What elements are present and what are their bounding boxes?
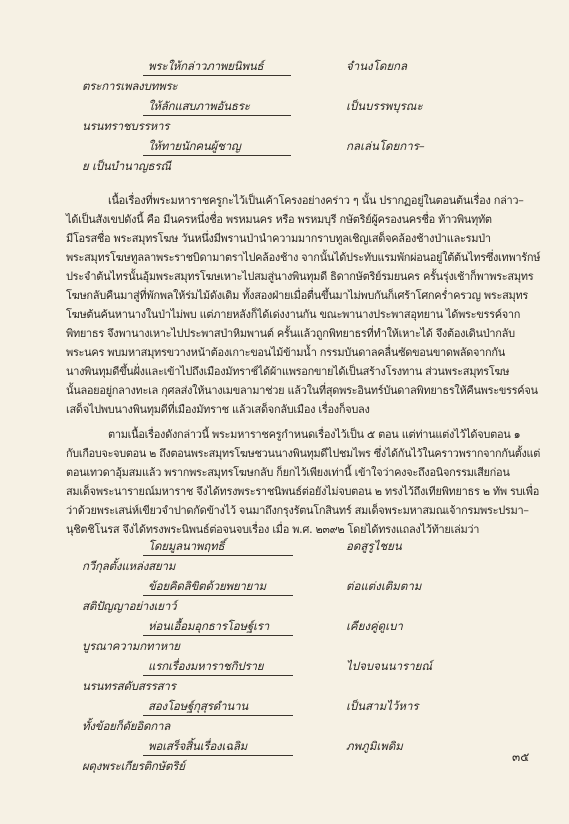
verse-line: นรนทรสดับสรรสาร xyxy=(82,679,176,693)
verse-line: ผดุงพระเกียรติกษัตริย์ xyxy=(82,759,185,773)
prose-line: สมเด็จพระนารายณ์มหาราช จึงได้ทรงพระราชนิพนธ์ต่อยังไม่จบตอน ๒ ทรงไว้ถึงเทียพิทยาธร ๒ ทัพ รบเพื่อ xyxy=(66,485,539,498)
prose-line: กับเกือบจะจบตอน ๒ ถึงตอนพระสมุทรโฆษชวนนางพินทุมดีไปชมไพร ซึ่งได้กันไว้ในคราวพรากจากกันตั้งแต่ xyxy=(66,447,541,460)
verse-line: สองโอษฐ์กุสุรดำนาน xyxy=(148,699,249,713)
verse-line-right: ภพภูมิเพดิม xyxy=(346,739,403,753)
verse-underline xyxy=(143,675,293,676)
verse-underline xyxy=(143,555,293,556)
prose-line: โฆษต้นค้นหานางในป่าไม่พบ แต่ภายหลังก็ได้เด่งงานกัน ขณะพานางประพาสอุทยาน ได้พระขรรค์จาก xyxy=(66,308,521,321)
verse-line: นรนทราชบรรหาร xyxy=(82,119,170,133)
verse-underline xyxy=(143,755,293,756)
verse-line-right: ไปจบจนนารายณ์ xyxy=(346,659,433,673)
prose-line: ตอนเทวดาอุ้มสมแล้ว พรากพระสมุทรโฆษกลับ ก็ยกไว้เพียงเท่านี้ เข้าใจว่าคงจะถึงอนิจกรรมเสียก่อน xyxy=(66,466,510,479)
prose-line: นางพินทุมดีขึ้นฝั่งและเข้าไปถึงเมืองมัทราช์ได้ผ้าแพรอกขายได้เป็นสร้างโรงทาน ส่วนพระสมุทรโฆษ xyxy=(66,365,510,378)
verse-line: พระให้กล่าวภาพยนิพนธ์ xyxy=(148,59,264,73)
verse-line: พอเสร็จสิ้นเรื่องเฉลิม xyxy=(148,739,248,753)
prose-line: นั้นลอยอยู่กลางทะเล กุศลส่งให้นางเมขลามาช่วย แล้วในที่สุดพระอินทร์บันดาลพิทยาธรให้คืนพระขรรค์จน xyxy=(66,384,538,397)
verse-line-right: อดสูรูไชยน xyxy=(346,539,402,553)
prose-line: เนื้อเรื่องที่พระมหาราชครูกะไว้เป็นเค้าโครงอย่างคร่าว ๆ นั้น ปรากฏอยู่ในตอนต้นเรื่อง กล่าว– xyxy=(108,194,524,207)
verse-line: ย เป็นบำนาญธรณี xyxy=(82,159,171,173)
prose-line: ว่าด้วยพระเสน่ห์เขียวจำปาดกัดข้างไว้ จนมาถึงกรุงรัตนโกสินทร์ สมเด็จพระมหาสมณเจ้ากรมพระปรมา– xyxy=(66,504,529,517)
verse-underline xyxy=(143,595,293,596)
verse-line: ห่อนเอื้อมอุกธารโอษฐ์เรา xyxy=(148,619,269,633)
verse-underline xyxy=(143,115,291,116)
prose-line: เสด็จไปพบนางพินทุมดีที่เมืองมัทราช แล้วเสด็จกลับเมือง เรื่องก็จบลง xyxy=(66,403,370,416)
prose-line: พิทยาธร จึงพานางเหาะไปประพาสป่าหิมพานต์ ครั้นแล้วถูกพิทยาธรที่ทำให้เหาะได้ จึงต้องเดินป่ากลับ xyxy=(66,327,515,340)
verse-line: ตระการเพลงบทพระ xyxy=(82,79,178,93)
page-number: ๓๕ xyxy=(512,750,530,764)
prose-line: มีโอรสชื่อ พระสมุทรโฆษ วันหนึ่งมีพรานป่านำความมากราบทูลเชิญเสด็จคล้องช้างป่าและรมป่า xyxy=(66,232,491,245)
verse-line: โดยมูลนาพฤทธิ์ xyxy=(148,539,225,553)
verse-underline xyxy=(143,155,291,156)
verse-line: แรกเรื่องมหาราชกิปราย xyxy=(148,659,264,673)
prose-line: ตามเนื้อเรื่องดังกล่าวนี้ พระมหาราชครูกำหนดเรื่องไว้เป็น ๕ ตอน แต่ท่านแต่งไว้ได้จบตอน ๑ xyxy=(108,428,521,441)
prose-line: ได้เป็นสังเขปดังนี้ คือ มีนครหนึ่งชื่อ พรหมนคร หรือ พรหมบุรี กษัตริย์ผู้ครองนครชื่อ ท้าวพินทุทัต xyxy=(66,213,492,226)
prose-line: พระสมุทรโฆษทูลลาพระราชบิดามาตราไปคล้องช้าง จากนั้นได้ประทับแรมพักผ่อนอยู่ใต้ต้นไทรซึ่งเทพารักษ์ xyxy=(66,251,541,264)
verse-line-right: กลเล่นโดยการ– xyxy=(346,139,425,153)
verse-underline xyxy=(143,75,291,76)
prose-line: ประจำต้นไทรนั้นอุ้มพระสมุทรโฆษเหาะไปสมสู่นางพินทุมดี ธิดากษัตริย์รมยนคร ครั้นรุ่งเช้าก็พาพระสมุทร xyxy=(66,270,534,283)
verse-underline xyxy=(143,635,293,636)
verse-line: สติปัญญาอย่างเยาว์ xyxy=(82,599,177,613)
prose-line: พระนคร พบมหาสมุทรขวางหน้าต้องเกาะขอนไม้ข้ามน้ำ กรรมบันดาลคลื่นซัดขอนขาดพลัดจากกัน xyxy=(66,346,505,359)
prose-line: นุชิตชิโนรส จึงได้ทรงพระนิพนธ์ต่อจนจบเรื่อง เมื่อ พ.ศ. ๒๓๙๒ โดยได้ทรงแถลงไว้ท้ายเล่มว่า xyxy=(66,523,480,536)
verse-underline xyxy=(143,715,293,716)
verse-line: ให้ลักแสบภาพอันธระ xyxy=(148,99,250,113)
verse-line: ข้อยคิดลิขิตด้วยพยายาม xyxy=(148,579,266,593)
verse-line: ทั้งข้อยก็ดัยอิดกาล xyxy=(82,719,171,733)
verse-line: ให้ทายนักคนผู้ชาญ xyxy=(148,139,241,153)
verse-line-right: เป็นสามไว้หาร xyxy=(346,699,419,713)
prose-line: โฆษกลับคืนมาสู่ที่พักพลให้ร่มไม้ดังเดิม ทั้งสองฝ่ายเมื่อตื่นขึ้นมาไม่พบกันก็เศร้าโศกคร่ำครวญ พระสมุทร xyxy=(66,289,529,302)
verse-line: บูรณาความกทาหาย xyxy=(82,639,180,653)
verse-line-right: เคียงคู่ดูเบา xyxy=(346,619,403,633)
verse-line-right: ต่อแต่งเติมตาม xyxy=(346,579,422,593)
verse-line-right: จำนงโดยกล xyxy=(346,59,408,73)
verse-line: กวีกุลตั้งแหล่งสยาม xyxy=(82,559,176,573)
verse-line-right: เป็นบรรพบุรณะ xyxy=(346,99,423,113)
